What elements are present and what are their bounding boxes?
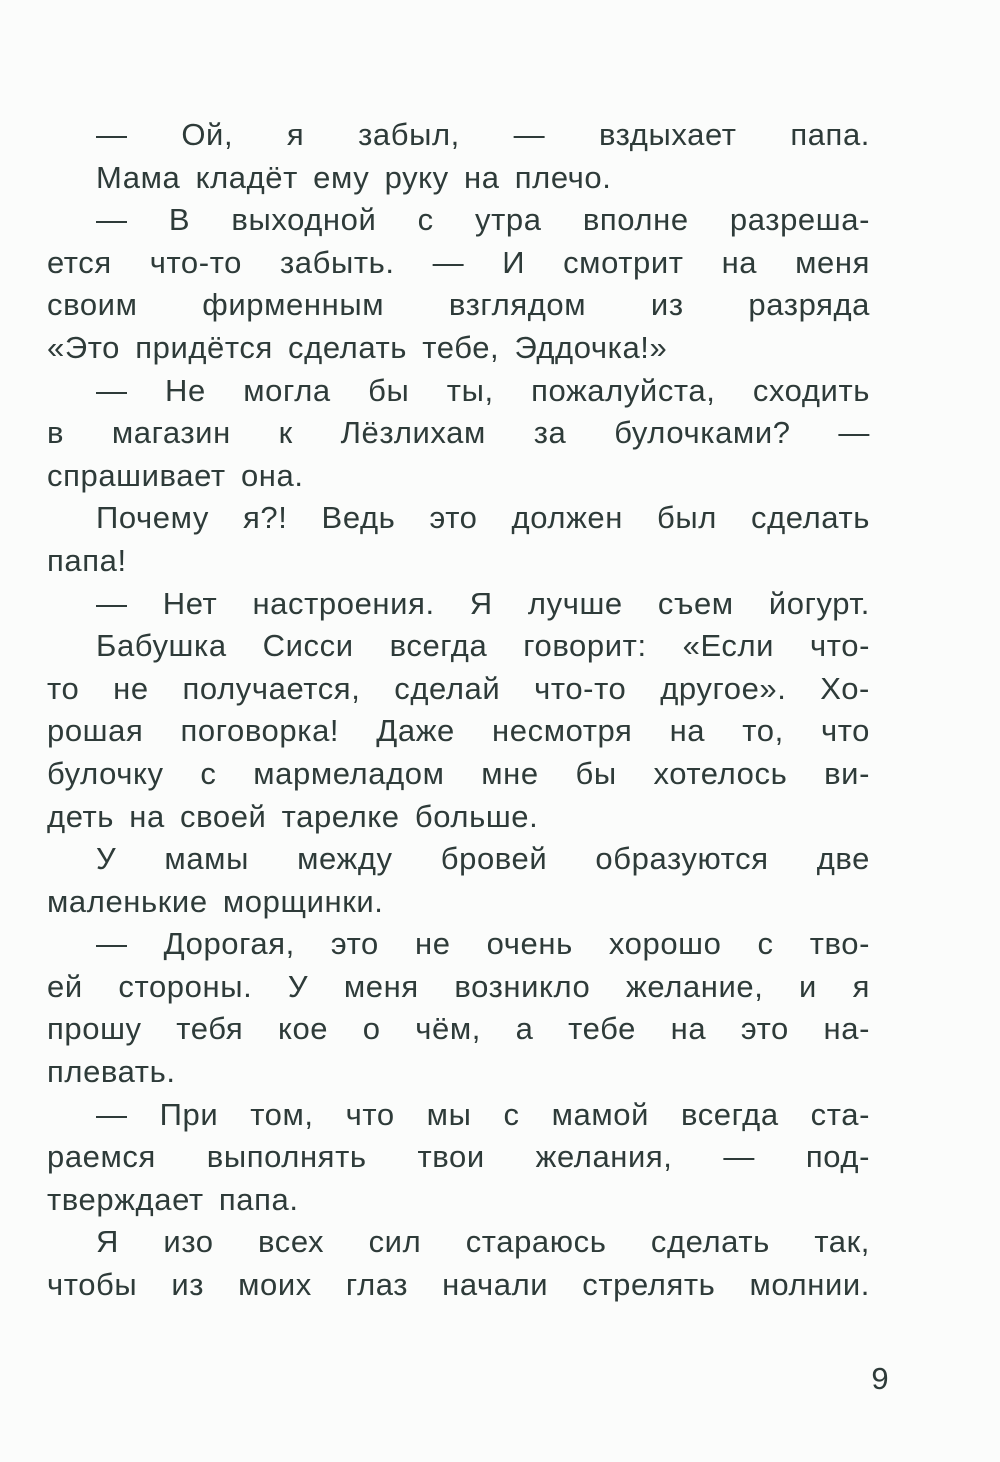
text-line: Я изо всех сил стараюсь сделать так, <box>96 1224 870 1260</box>
text-line: спрашивает она. <box>47 457 304 493</box>
page-number: 9 <box>871 1361 889 1396</box>
text-line: У мамы между бровей образуются две <box>96 841 870 877</box>
text-line: — Нет настроения. Я лучше съем йогурт. <box>96 585 870 621</box>
text-line: прошу тебя кое о чём, а тебе на это на- <box>47 1011 870 1047</box>
text-line: — Ой, я забыл, — вздыхает папа. <box>96 117 870 152</box>
text-line: папа! <box>47 542 127 578</box>
text-line: маленькие морщинки. <box>47 883 384 919</box>
text-line: — Не могла бы ты, пожалуйста, сходить <box>96 372 870 408</box>
text-line: своим фирменным взглядом из разряда <box>47 287 870 323</box>
text-line: Почему я?! Ведь это должен был сделать <box>96 500 870 536</box>
text-line: ется что-то забыть. — И смотрит на меня <box>47 244 870 280</box>
text-line: то не получается, сделай что-то другое». Хо- <box>47 670 870 706</box>
text-line: — При том, что мы с мамой всегда ста- <box>96 1096 870 1132</box>
text-line: тверждает папа. <box>47 1181 299 1217</box>
text-line: — Дорогая, это не очень хорошо с тво- <box>96 926 870 962</box>
text-line: плевать. <box>47 1054 176 1090</box>
text-line: Мама кладёт ему руку на плечо. <box>96 159 612 195</box>
text-line: булочку с мармеладом мне бы хотелось ви- <box>47 755 870 791</box>
text-line: — В выходной с утра вполне разреша- <box>96 202 870 238</box>
text-line: раемся выполнять твои желания, — под- <box>47 1139 870 1175</box>
body-text <box>47 114 870 1307</box>
text-line: чтобы из моих глаз начали стрелять молнии. <box>47 1267 870 1303</box>
text-line: ей стороны. У меня возникло желание, и я <box>47 968 870 1004</box>
text-line: деть на своей тарелке больше. <box>47 798 539 834</box>
text-line: в магазин к Лёзлихам за булочками? — <box>47 415 870 451</box>
text-line: «Это придётся сделать тебе, Эддочка!» <box>47 329 668 365</box>
text-line: рошая поговорка! Даже несмотря на то, что <box>47 713 870 749</box>
text-line: Бабушка Сисси всегда говорит: «Если что- <box>96 628 870 664</box>
